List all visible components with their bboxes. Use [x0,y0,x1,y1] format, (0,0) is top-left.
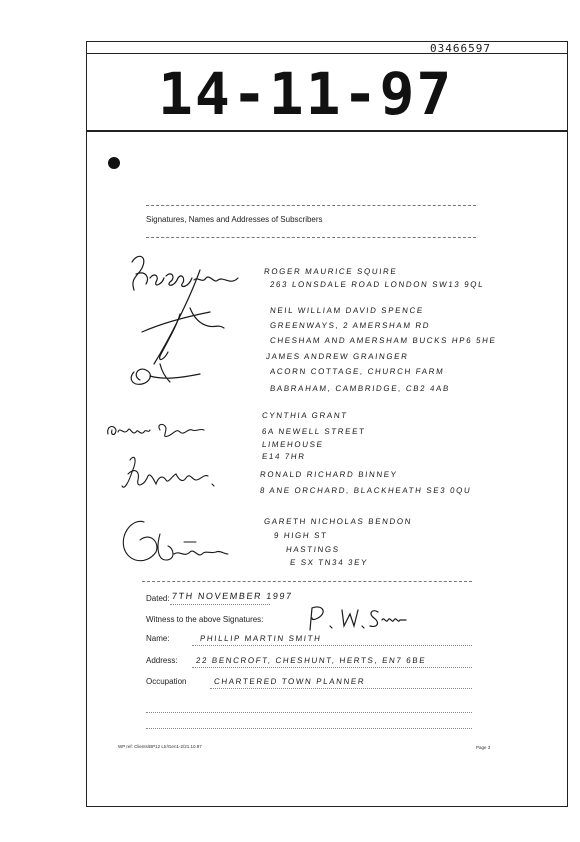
footer-page-number: Page 3 [476,745,491,750]
dated-underline [170,604,270,605]
signature-binney [122,457,214,487]
witness-name-value: PHILLIP MARTIN SMITH [199,634,322,643]
signature-witness [302,600,412,634]
header-rule-top [86,53,568,54]
signature-squire [132,256,238,290]
dated-value: 7TH NOVEMBER 1997 [171,591,294,601]
subscriber-address-line: 8 ANE ORCHARD, BLACKHEATH SE3 0QU [259,486,472,495]
section-rule-bottom [146,237,476,238]
hole-punch-mark [108,157,120,169]
subscriber-address-line: 263 LONSDALE ROAD LONDON SW13 9QL [269,280,485,289]
subscriber-address-line: LIMEHOUSE [261,440,325,449]
section-title: Signatures, Names and Addresses of Subscribers [146,215,323,224]
subscriber-address-line: E SX TN34 3EY [289,558,369,567]
subscriber-address-line: 9 HIGH ST [273,531,329,540]
address-underline [192,667,472,668]
date-stamp: 14-11-97 [158,60,454,128]
subscriber-address-line: E14 7HR [261,452,307,461]
signature-group-lower [104,414,254,584]
witness-occupation-value: CHARTERED TOWN PLANNER [213,677,366,686]
name-underline [192,645,472,646]
subscriber-address-line: CHESHAM AND AMERSHAM BUCKS HP6 5HE [269,336,497,345]
blank-line [146,712,472,713]
witness-rule [142,581,472,582]
subscriber-name: ROGER MAURICE SQUIRE [263,267,398,276]
address-label: Address: [146,656,178,665]
footer-reference: WP ref: Clients\BP12 Ltr/Gen1-2/21.10.97 [118,744,202,749]
subscriber-address-line: ACORN COTTAGE, CHURCH FARM [269,367,445,376]
subscriber-name: GARETH NICHOLAS BENDON [263,517,413,526]
subscriber-name: CYNTHIA GRANT [261,411,349,420]
name-label: Name: [146,634,170,643]
document-number: 03466597 [430,42,491,55]
occupation-underline [210,688,472,689]
signature-grainger [131,270,200,384]
subscriber-name: RONALD RICHARD BINNEY [259,470,399,479]
subscriber-address-line: 6A NEWELL STREET [261,427,367,436]
subscriber-address-line: BABRAHAM, CAMBRIDGE, CB2 4AB [269,384,451,393]
signature-spence [142,308,224,359]
signature-group-upper [120,248,250,408]
occupation-label: Occupation [146,677,187,686]
subscriber-address-line: HASTINGS [285,545,341,554]
header-rule-bottom [86,130,568,132]
blank-line [146,728,472,729]
section-rule-top [146,205,476,206]
subscriber-name: NEIL WILLIAM DAVID SPENCE [269,306,425,315]
subscriber-name: JAMES ANDREW GRAINGER [265,352,409,361]
subscriber-address-line: GREENWAYS, 2 AMERSHAM RD [269,321,431,330]
signature-bendon [123,521,228,560]
witness-address-value: 22 BENCROFT, CHESHUNT, HERTS, EN7 6BE [195,656,427,665]
signature-grant [108,424,204,436]
dated-label: Dated: [146,594,170,603]
witness-label: Witness to the above Signatures: [146,615,264,624]
